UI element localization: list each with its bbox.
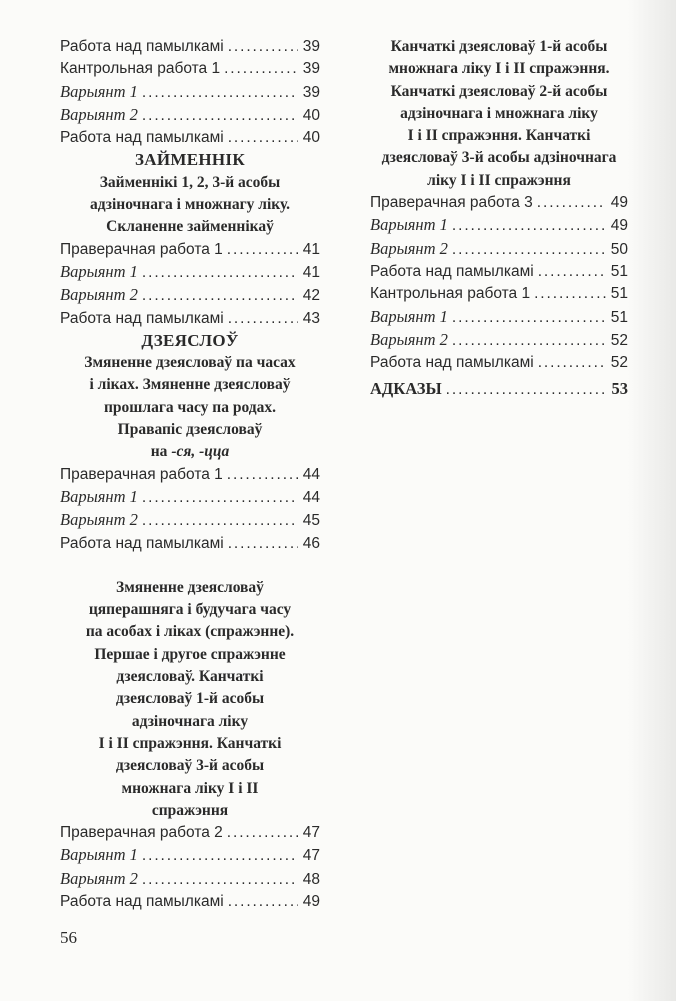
toc-entry[interactable] [60,868,320,891]
toc-entry[interactable] [60,891,320,913]
toc-entry-answers[interactable] [370,378,628,401]
toc-entry-page: 41 [302,263,320,281]
toc-entry-page: 49 [610,217,628,235]
toc-leader [228,533,298,555]
toc-entry-label: Варыянт 1 [60,845,138,865]
toc-entry[interactable] [60,284,320,307]
toc-entry-label: Работа над памылкамі [60,892,224,910]
subsection-heading: Канчаткі дзеясловаў 1-й асобы [390,38,608,55]
toc-entry-label: Варыянт 1 [370,215,448,235]
subsection-heading: дзеясловаў 3-й асобы [115,757,265,775]
toc-leader [142,105,298,127]
heading-prefix: на [150,443,172,461]
toc-entry-page: 41 [302,240,320,258]
toc-entry-label: Варыянт 1 [60,261,138,281]
toc-entry-page: 45 [302,512,320,530]
toc-leader [224,58,298,80]
toc-entry[interactable] [60,486,320,509]
toc-entry-label: Праверачная работа 1 [60,240,223,258]
toc-entry-page: 49 [302,892,320,910]
toc-leader [142,845,298,867]
toc-leader [452,330,606,352]
subsection-heading: дзеясловаў. Канчаткі [116,668,264,686]
toc-entry-page: 39 [302,38,320,55]
toc-entry[interactable] [60,261,320,284]
toc-entry-label: Варыянт 1 [60,486,138,506]
subsection-heading: дзеясловаў 1-й асобы [115,690,265,708]
toc-entry[interactable] [60,81,320,104]
toc-entry-page: 47 [302,824,320,842]
toc-entry[interactable] [370,192,628,214]
subsection-heading: адзіночнага і множнага ліку [400,104,598,122]
toc-entry-label: Работа над памылкамі [370,354,534,372]
toc-entry-label: Работа над памылкамі [60,38,224,55]
subsection-heading: па асобах і ліках (спражэнне). [85,623,295,641]
toc-entry-page: 51 [610,285,628,303]
toc-entry-page: 42 [302,287,320,305]
subsection-heading: множнага ліку I і II [121,779,259,797]
toc-entry-page: 47 [302,847,320,865]
subsection-heading: множнага ліку I і II спражэння. [388,60,610,78]
toc-entry[interactable] [370,329,628,352]
toc-entry[interactable] [370,214,628,237]
toc-entry-label: Кантрольная работа 1 [370,285,531,303]
toc-entry-page: 40 [302,129,320,147]
toc-entry[interactable] [60,104,320,127]
section-heading: ДЗЕЯСЛОЎ [141,330,239,350]
toc-leader [142,510,298,532]
toc-entry-label: Варыянт 2 [60,285,138,305]
toc-leader [228,36,298,58]
toc-leader [538,261,606,283]
subsection-heading: адзіночнага ліку [131,712,249,730]
subsection-heading: Змяненне дзеясловаў па часах [84,354,296,372]
subsection-heading: I і II спражэння. Канчаткі [98,734,282,752]
toc-leader [228,308,298,330]
subsection-heading: Займеннікі 1, 2, 3-й асобы [99,173,281,191]
toc-entry-page: 52 [610,331,628,349]
toc-entry-label: Работа над памылкамі [60,129,224,147]
toc-entry-page: 51 [610,308,628,326]
toc-leader [227,239,298,261]
subsection-heading: Скланенне займеннікаў [106,218,274,236]
toc-leader [227,464,298,486]
toc-entry-label: Варыянт 2 [60,868,138,888]
toc-leader [452,239,606,261]
toc-entry-page: 48 [302,870,320,888]
subsection-heading: ліку I і II спражэння [427,171,571,189]
toc-entry-label: Работа над памылкамі [370,262,534,280]
subsection-heading: дзеясловаў 3-й асобы адзіночнага [381,149,617,167]
suffix-italic: -ся, -цца [171,443,230,461]
toc-leader [142,262,298,284]
subsection-heading: прошлага часу па родах. [104,398,276,416]
toc-entry-page: 39 [302,60,320,78]
subsection-heading: адзіночнага і множнагу ліку. [89,196,291,214]
toc-entry[interactable] [370,261,628,283]
toc-entry-label: Варыянт 1 [60,81,138,101]
subsection-heading: спражэння [151,801,229,819]
toc-entry-page: 50 [610,240,628,258]
page-number: 56 [60,928,77,947]
section-heading: ЗАЙМЕННІК [135,150,245,170]
toc-leader [142,82,298,104]
toc-entry-page: 51 [610,262,628,280]
subsection-heading: Першае і другое спражэнне [94,645,286,663]
toc-right-column [370,36,628,402]
toc-entry-page: 46 [302,534,320,552]
subsection-heading: Правапіс дзеясловаў [117,421,263,439]
toc-entry-page: 39 [302,83,320,101]
toc-entry-label: Кантрольная работа 1 [60,60,221,78]
toc-entry-label: Работа над памылкамі [60,309,224,327]
toc-entry[interactable] [60,127,320,149]
subsection-heading: цяперашняга і будучага часу [88,601,292,619]
toc-entry-label: Варыянт 2 [60,510,138,530]
toc-entry[interactable] [60,308,320,330]
toc-entry[interactable] [370,238,628,261]
toc-entry-label: Праверачная работа 1 [60,465,223,483]
toc-entry[interactable] [60,36,320,58]
toc-entry-page: 43 [302,309,320,327]
toc-leader [228,127,298,149]
toc-entry[interactable] [60,822,320,844]
toc-entry[interactable] [370,352,628,374]
toc-leader [142,285,298,307]
toc-entry[interactable] [60,533,320,555]
subsection-heading: Змяненне дзеясловаў [116,578,264,596]
toc-leader [142,487,298,509]
toc-entry-label: Праверачная работа 3 [370,194,533,212]
subsection-heading [60,441,320,463]
toc-leader [142,869,298,891]
toc-entry[interactable] [370,306,628,329]
toc-entry[interactable] [60,844,320,867]
toc-entry[interactable] [60,509,320,532]
toc-leader [538,352,606,374]
subsection-heading: I і II спражэння. Канчаткі [407,127,591,145]
toc-entry-label: Работа над памылкамі [60,534,224,552]
toc-leader [446,379,606,401]
toc-entry-page: 40 [302,106,320,124]
toc-entry-label: Варыянт 2 [60,104,138,124]
toc-entry[interactable] [60,58,320,80]
subsection-heading: і ліках. Змяненне дзеясловаў [89,376,291,394]
toc-leader [534,283,606,305]
toc-entry-label: Праверачная работа 2 [60,824,223,842]
facing-page-bleed [628,0,676,1001]
subsection-heading: Канчаткі дзеясловаў 2-й асобы [390,82,608,100]
toc-entry-page: 44 [302,465,320,483]
toc-leader [228,891,298,913]
toc-leader [452,307,606,329]
toc-entry-label: Варыянт 2 [370,238,448,258]
toc-leader [227,822,298,844]
toc-entry-page: 44 [302,488,320,506]
toc-entry[interactable] [370,283,628,305]
toc-entry[interactable] [60,464,320,486]
toc-entry[interactable] [60,239,320,261]
toc-left-column [60,36,320,913]
toc-entry-label: Варыянт 1 [370,306,448,326]
toc-entry-label: Варыянт 2 [370,329,448,349]
toc-leader [537,192,606,214]
toc-entry-page: 52 [610,354,628,372]
toc-leader [452,215,606,237]
toc-entry-page: 53 [611,379,628,399]
toc-entry-page: 49 [610,194,628,212]
toc-entry-label: АДКАЗЫ [370,379,442,399]
